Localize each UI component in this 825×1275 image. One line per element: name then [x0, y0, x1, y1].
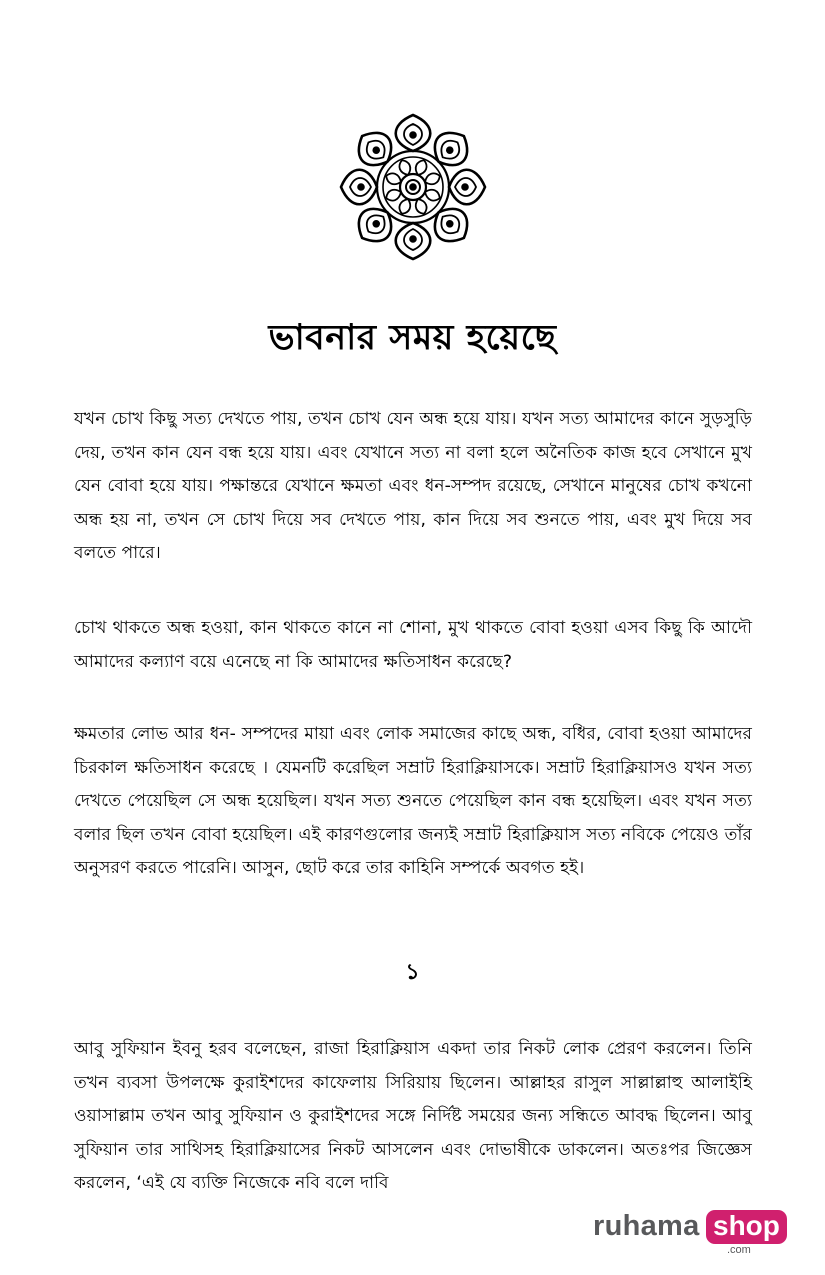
logo-shop-badge: shop	[706, 1210, 787, 1244]
logo-word: ruhama	[593, 1210, 700, 1242]
section-paragraph: আবু সুফিয়ান ইবনু হরব বলেছেন, রাজা হিরাক্লিয়াস একদা তার নিকট লোক প্রেরণ করলেন। তিনি তখন ব্যবসা উপলক্ষে কুরাইশদের কাফেলায় সিরিয়ায় ছিলেন। আল্লাহর রাসুল সাল্লাল্লাহু আলাইহি ওয়াসাল্লাম তখন আবু সুফিয়ান ও কুরাইশদের সঙ্গে নির্দিষ্ট সময়ের জন্য সন্ধিতে আবদ্ধ ছিলেন। আবু সুফিয়ান তার সাথিসহ হিরাক্লিয়াসের নিকট আসলেন এবং দোভাষীকে ডাকলেন। অতঃপর জিজ্ঞেস করলেন, ‘এই যে ব্যক্তি নিজেকে নবি বলে দাবি	[74, 1039, 752, 1193]
paragraph-3: ক্ষমতার লোভ আর ধন- সম্পদের মায়া এবং লোক সমাজের কাছে অন্ধ, বধির, বোবা হওয়া আমাদের চিরকাল ক্ষতিসাধন করেছে । যেমনটি করেছিল সম্রাট হিরাক্লিয়াসকে। সম্রাট হিরাক্লিয়াসও যখন সত্য দেখতে পেয়েছিল সে অন্ধ হয়েছিল। যখন সত্য শুনতে পেয়েছিল কান বন্ধ হয়েছিল। এবং যখন সত্য বলার ছিল তখন বোবা হয়েছিল। এই কারণগুলোর জন্যই সম্রাট হিরাক্লিয়াস সত্য নবিকে পেয়েও তাঁর অনুসরণ করতে পারেনি। আসুন, ছোট করে তার কাহিনি সম্পর্কে অবগত হই।	[74, 724, 752, 878]
section-number: ১	[405, 960, 420, 985]
mandala-icon	[338, 112, 488, 262]
publisher-logo	[593, 1210, 783, 1256]
paragraph-2: চোখ থাকতে অন্ধ হওয়া, কান থাকতে কানে না শোনা, মুখ থাকতে বোবা হওয়া এসব কিছু কি আদৌ আমাদের কল্যাণ বয়ে এনেছে না কি আমাদের ক্ষতিসাধন করেছে?	[74, 618, 752, 672]
paragraph-1: যখন চোখ কিছু সত্য দেখতে পায়, তখন চোখ যেন অন্ধ হয়ে যায়। যখন সত্য আমাদের কানে সুড়সুড়ি দেয়, তখন কান যেন বন্ধ হয়ে যায়। এবং যেখানে সত্য না বলা হলে অনৈতিক কাজ হবে সেখানে মুখ যেন বোবা হয়ে যায়। পক্ষান্তরে যেখানে ক্ষমতা এবং ধন-সম্পদ রয়েছে, সেখানে মানুষের চোখ কখনো অন্ধ হয় না, তখন সে চোখ দিয়ে সব দেখতে পায়, কান দিয়ে সব শুনতে পায়, এবং মুখ দিয়ে সব বলতে পারে।	[74, 409, 752, 563]
page-title: ভাবনার সময় হয়েছে	[268, 318, 557, 358]
logo-domain: .com	[727, 1244, 751, 1256]
